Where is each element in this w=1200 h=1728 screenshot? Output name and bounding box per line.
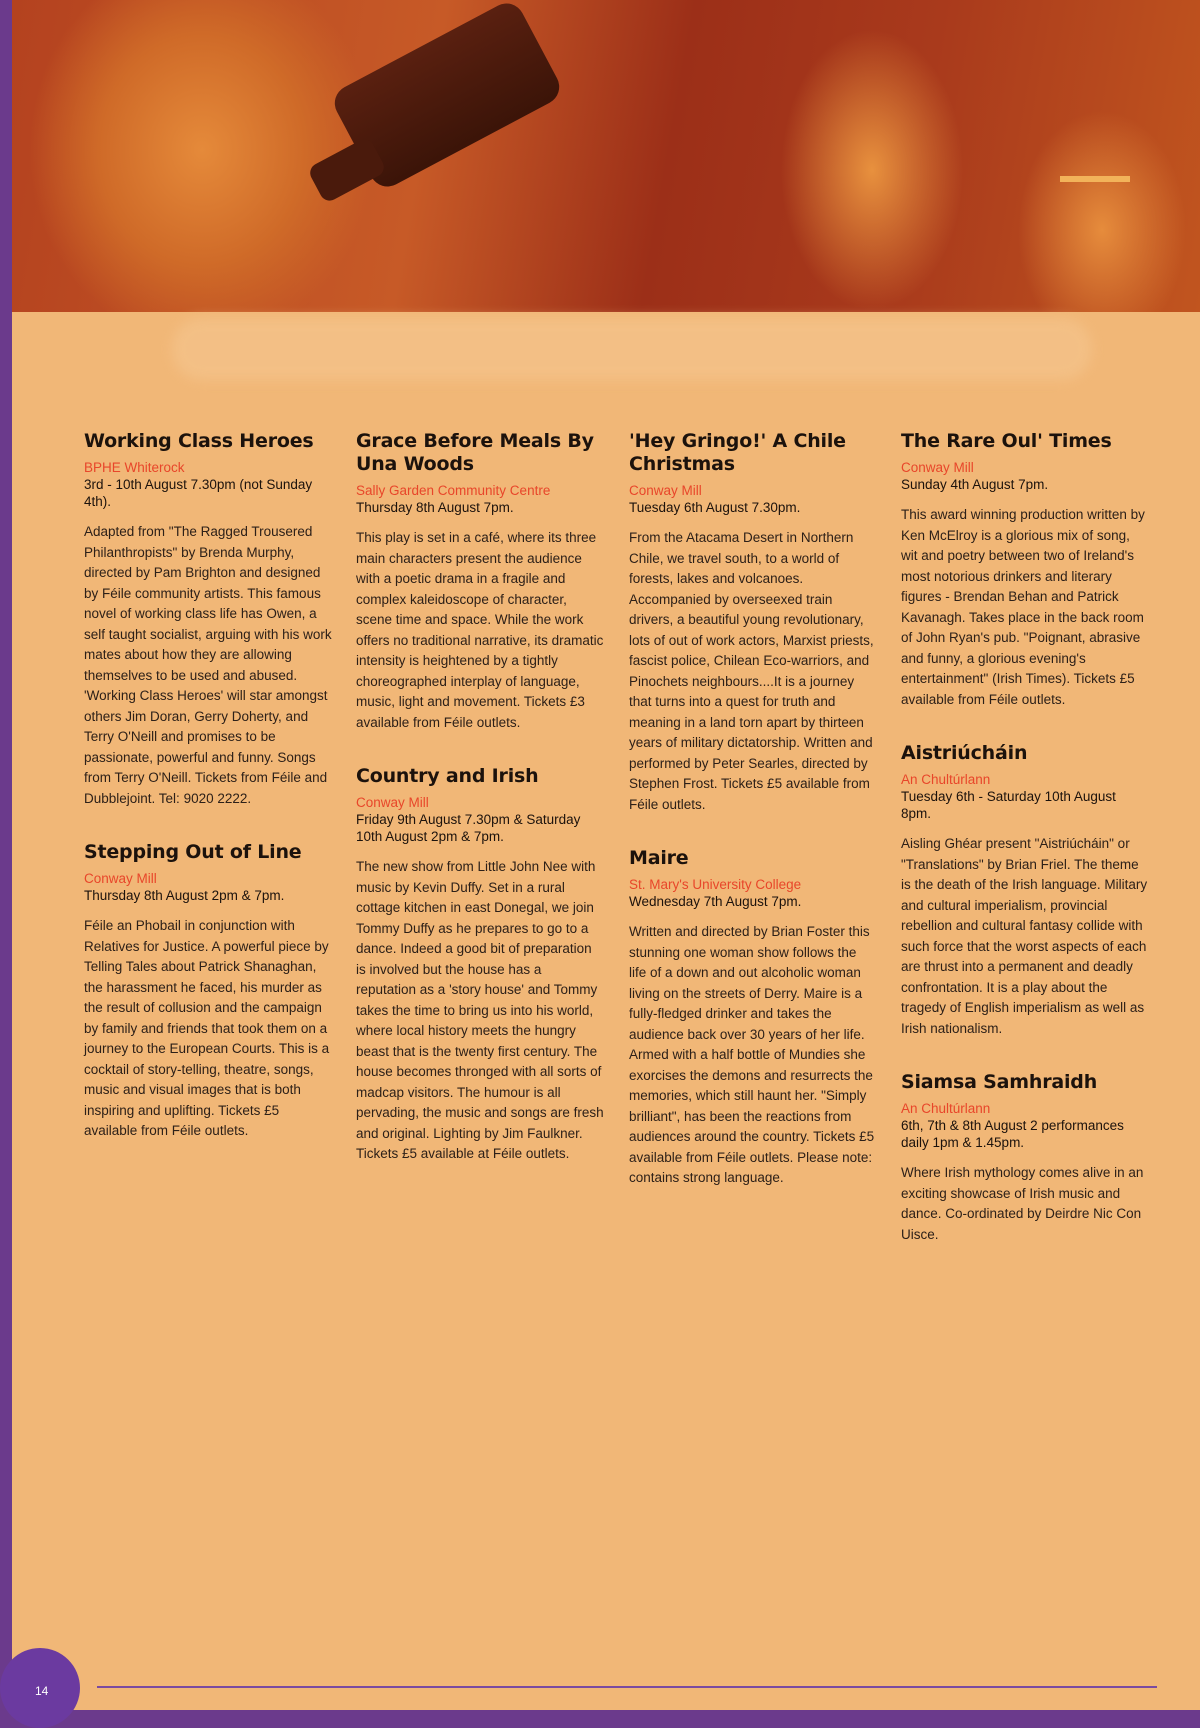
- event-date: 3rd - 10th August 7.30pm (not Sunday 4th).: [84, 477, 313, 509]
- event-date: Wednesday 7th August 7pm.: [629, 894, 802, 909]
- event-description: This play is set in a café, where its three main characters present the audience with a poetic drama in a fragile and complex kaleidoscope of character, scene time and space. While the work offers no traditional narrative, its dramatic intensity is heightened by a tightly choreographed interplay of language, music, light and movement. Tickets £3 available from Féile outlets.: [356, 530, 604, 730]
- event-title: The Rare Oul' Times: [901, 430, 1112, 452]
- event-title: Aistriúcháin: [901, 742, 1028, 764]
- brochure-page: [12, 0, 1200, 1710]
- event-date: Tuesday 6th August 7.30pm.: [629, 500, 801, 515]
- event-entry: [356, 765, 604, 1165]
- crown-shape: [1060, 142, 1130, 182]
- event-description: From the Atacama Desert in Northern Chile, we travel south, to a world of forests, lakes and volcanoes. Accompanied by overseexed train drivers, a beautiful young revolutionary, lots of out of work actors, Marxist priests, fascist police, Chilean Eco-warriors, and Pinochets neighbours....It is a journey that turns into a quest for truth and meaning in a land torn apart by thirteen years of military dictatorship. Written and performed by Peter Searles, directed by Stephen Frost. Tickets £5 available from Féile outlets.: [629, 530, 874, 812]
- event-venue: BPHE Whiterock: [84, 460, 185, 475]
- event-venue: Conway Mill: [356, 795, 429, 810]
- event-description: The new show from Little John Nee with music by Kevin Duffy. Set in a rural cottage kitchen in east Donegal, we join Tommy Duffy as he prepares to go to a dance. Indeed a good bit of preparation is involved but the house has a reputation as a 'story house' and Tommy takes the time to bring us into his world, where local history meets the hungry beast that is the twenty first century. The house becomes thronged with all sorts of madcap visitors. The humour is all pervading, the music and songs are fresh and original. Lighting by Jim Faulkner. Tickets £5 available at Féile outlets.: [356, 859, 604, 1161]
- event-entry: [84, 430, 332, 809]
- decorative-glow: [172, 318, 1092, 380]
- event-date: Friday 9th August 7.30pm & Saturday 10th August 2pm & 7pm.: [356, 812, 581, 844]
- event-title: Siamsa Samhraidh: [901, 1071, 1098, 1093]
- event-venue: An Chultúrlann: [901, 1101, 991, 1116]
- header-photo: [12, 0, 1200, 312]
- event-title: Country and Irish: [356, 765, 539, 787]
- event-title: Grace Before Meals By Una Woods: [356, 430, 594, 475]
- event-entry: [901, 742, 1149, 1039]
- event-venue: Conway Mill: [629, 483, 702, 498]
- event-venue: Sally Garden Community Centre: [356, 483, 551, 498]
- event-entry: [356, 430, 604, 733]
- event-venue: Conway Mill: [84, 871, 157, 886]
- event-description: Féile an Phobail in conjunction with Relatives for Justice. A powerful piece by Telling Tales about Patrick Shanaghan, the harassment he faced, his murder as the result of collusion and the campaign by family and friends that took them on a journey to the European Courts. This is a cocktail of story-telling, theatre, songs, music and visual images that is both inspiring and uplifting. Tickets £5 available from Féile outlets.: [84, 918, 330, 1138]
- event-description: Where Irish mythology comes alive in an exciting showcase of Irish music and dance. Co-ordinated by Deirdre Nic Con Uisce.: [901, 1165, 1144, 1242]
- event-entry: [629, 847, 877, 1189]
- event-date: Thursday 8th August 7pm.: [356, 500, 514, 515]
- event-title: Working Class Heroes: [84, 430, 314, 452]
- event-description: Aisling Ghéar present "Aistriúcháin" or "Translations" by Brian Friel. The theme is the death of the Irish language. Military and cultural imperialism, provincial rebellion and cultural fantasy collide with such force that the worst aspects of each are thrust into a permanent and deadly confrontation. It is a play about the tragedy of English imperialism as well as Irish nationalism.: [901, 836, 1148, 1036]
- event-date: Sunday 4th August 7pm.: [901, 477, 1049, 492]
- column-2: [356, 430, 604, 1197]
- event-title: Maire: [629, 847, 689, 869]
- event-entry: [901, 430, 1149, 710]
- column-4: [901, 430, 1149, 1277]
- event-entry: [84, 841, 332, 1142]
- column-3: [629, 430, 877, 1221]
- event-entry: [629, 430, 877, 815]
- page-number: 14: [35, 1684, 49, 1698]
- event-description: Written and directed by Brian Foster this stunning one woman show follows the life of a down and out alcoholic woman living on the streets of Derry. Maire is a fully-fledged drinker and takes the audience back over 30 years of her life. Armed with a half bottle of Mundies she exorcises the demons and resurrects the memories, which still haunt her. "Simply brilliant", has been the reactions from audiences around the country. Tickets £5 available from Féile outlets. Please note: contains strong language.: [629, 924, 875, 1185]
- event-date: Thursday 8th August 2pm & 7pm.: [84, 888, 285, 903]
- column-1: [84, 430, 332, 1174]
- event-date: 6th, 7th & 8th August 2 performances daily 1pm & 1.45pm.: [901, 1118, 1124, 1150]
- event-venue: An Chultúrlann: [901, 772, 991, 787]
- event-entry: [901, 1071, 1149, 1245]
- event-description: This award winning production written by Ken McElroy is a glorious mix of song, wit and poetry between two of Ireland's most notorious drinkers and literary figures - Brendan Behan and Patrick Kavanagh. Takes place in the back room of John Ryan's pub. "Poignant, abrasive and funny, a glorious evening's entertainment" (Irish Times). Tickets £5 available from Féile outlets.: [901, 507, 1145, 707]
- event-description: Adapted from "The Ragged Trousered Philanthropists" by Brenda Murphy, directed by Pam Brighton and designed by Féile community artists. This famous novel of working class life has Owen, a self taught socialist, arguing with his work mates about how they are allowing themselves to be used and abused. 'Working Class Heroes' will star amongst others Jim Doran, Gerry Doherty, and Terry O'Neill and promises to be passionate, powerful and funny. Songs from Terry O'Neill. Tickets from Féile and Dubblejoint. Tel: 9020 2222.: [84, 524, 332, 806]
- event-title: 'Hey Gringo!' A Chile Christmas: [629, 430, 846, 475]
- event-date: Tuesday 6th - Saturday 10th August 8pm.: [901, 789, 1116, 821]
- event-venue: Conway Mill: [901, 460, 974, 475]
- event-title: Stepping Out of Line: [84, 841, 302, 863]
- footer-divider: [97, 1686, 1157, 1688]
- event-venue: St. Mary's University College: [629, 877, 802, 892]
